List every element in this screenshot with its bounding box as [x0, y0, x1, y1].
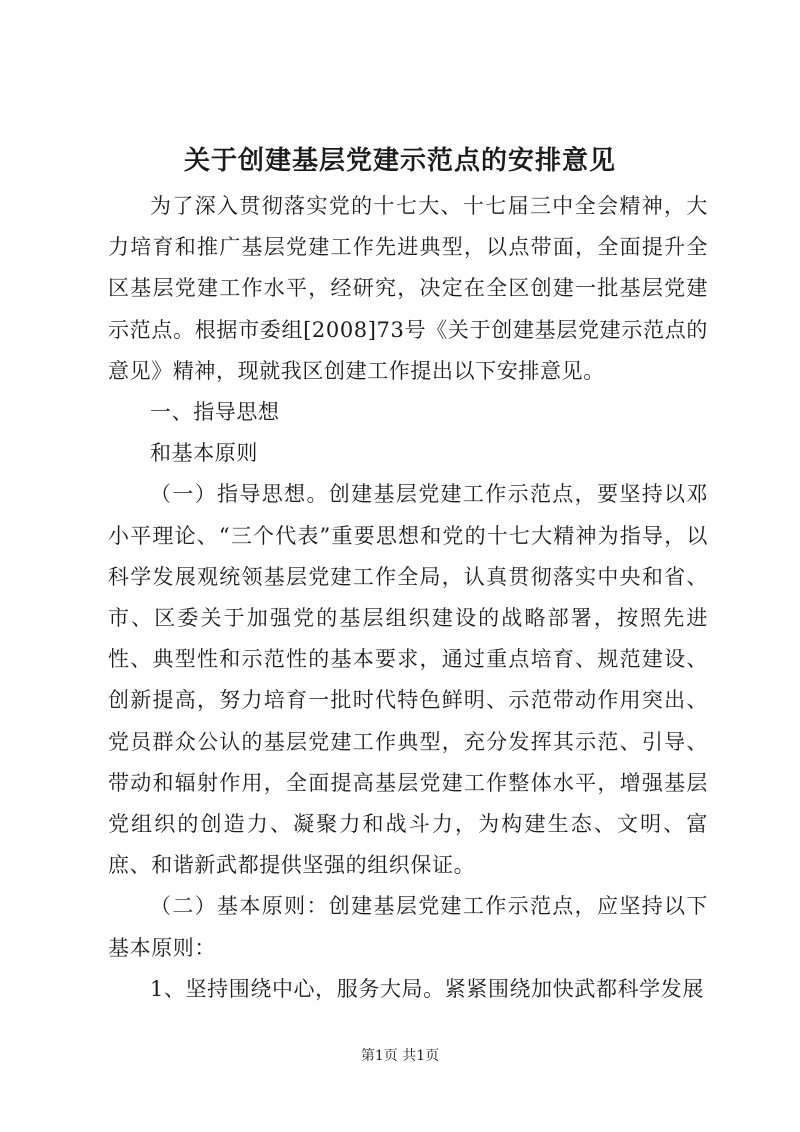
- paragraph-intro: 为了深入贯彻落实党的十七大、十七届三中全会精神，大力培育和推广基层党建工作先进典型，以点带面，全面提升全区基层党建工作水平，经研究，决定在全区创建一批基层党建示范点。根据市委组[2008]73号《关于创建基层党建示范点的意见》精神，现就我区创建工作提出以下安排意见。: [108, 194, 708, 383]
- section-heading-basic-principles: 和基本原则: [150, 441, 258, 466]
- section-heading-guiding-ideology: 一、指导思想: [150, 400, 280, 425]
- page-number-footer: 第1页 共1页: [360, 1048, 440, 1064]
- paragraph-guiding-ideology: （一）指导思想。创建基层党建工作示范点，要坚持以邓小平理论、“三个代表”重要思想和党的十七大精神为指导，以科学发展观统领基层党建工作全局，认真贯彻落实中央和省、市、区委关于加强党的基层组织建设的战略部署，按照先进性、典型性和示范性的基本要求，通过重点培育、规范建设、创新提高，努力培育一批时代特色鲜明、示范带动作用突出、党员群众公认的基层党建工作典型，充分发挥其示范、引导、带动和辐射作用，全面提高基层党建工作整体水平，增强基层党组织的创造力、凝聚力和战斗力，为构建生态、文明、富庶、和谐新武都提供坚强的组织保证。: [108, 482, 708, 878]
- document-title: 关于创建基层党建示范点的安排意见: [183, 146, 616, 176]
- paragraph-principle-1: 1、坚持围绕中心，服务大局。紧紧围绕加快武都科学发展: [150, 976, 704, 1001]
- document-body: [108, 186, 708, 1010]
- paragraph-basic-principles: （二）基本原则：创建基层党建工作示范点，应坚持以下基本原则：: [108, 894, 708, 960]
